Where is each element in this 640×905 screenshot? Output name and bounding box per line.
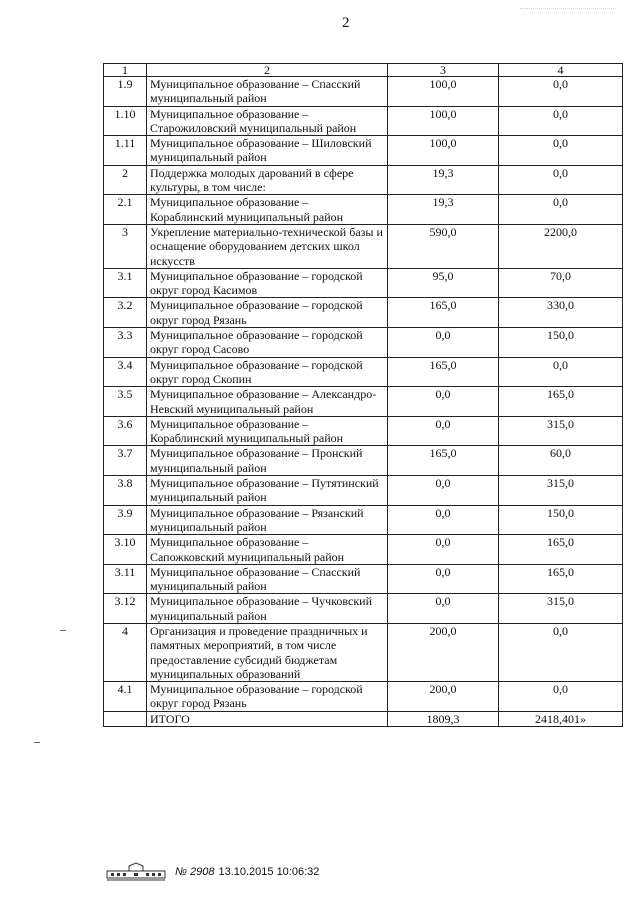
row-name-cell: Муниципальное образование – Путятинский муниципальный район — [147, 476, 388, 506]
row-value-col3-cell: 0,0 — [388, 387, 499, 417]
row-number-cell: 4 — [104, 623, 147, 681]
row-value-col4-cell: 150,0 — [499, 505, 623, 535]
table-row — [104, 357, 623, 387]
row-value-col3-cell: 100,0 — [388, 77, 499, 107]
registry-seal-icon — [105, 862, 167, 882]
row-name-cell: Муниципальное образование – городской округ город Сасово — [147, 328, 388, 358]
row-name-cell: Муниципальное образование – городской округ город Касимов — [147, 268, 388, 298]
row-value-col3-cell: 0,0 — [388, 416, 499, 446]
row-number-cell: 3.7 — [104, 446, 147, 476]
table-row — [104, 268, 623, 298]
table-row — [104, 476, 623, 506]
row-value-col4-cell: 0,0 — [499, 195, 623, 225]
row-value-col3-cell: 165,0 — [388, 298, 499, 328]
row-value-col3-cell: 200,0 — [388, 623, 499, 681]
row-name-cell: Муниципальное образование – Пронский муниципальный район — [147, 446, 388, 476]
row-value-col3-cell: 95,0 — [388, 268, 499, 298]
row-name-cell: Муниципальное образование – Спасский муниципальный район — [147, 77, 388, 107]
row-value-col3-cell: 0,0 — [388, 594, 499, 624]
row-value-col4-cell: 0,0 — [499, 136, 623, 166]
row-name-cell: Укрепление материально-технической базы и оснащение оборудованием детских школ искусств — [147, 224, 388, 268]
row-value-col4-cell: 165,0 — [499, 387, 623, 417]
row-value-col4-cell: 0,0 — [499, 165, 623, 195]
row-name-cell: Муниципальное образование – городской округ город Скопин — [147, 357, 388, 387]
row-value-col3-cell: 0,0 — [388, 564, 499, 594]
row-number-cell: 2 — [104, 165, 147, 195]
row-value-col3-cell: 200,0 — [388, 682, 499, 712]
row-number-cell: 3.4 — [104, 357, 147, 387]
row-value-col4-cell: 0,0 — [499, 77, 623, 107]
row-value-col4-cell: 165,0 — [499, 564, 623, 594]
table-row — [104, 195, 623, 225]
page-number: 2 — [342, 15, 350, 31]
table-row — [104, 505, 623, 535]
row-number-cell: 3.1 — [104, 268, 147, 298]
table-row — [104, 711, 623, 726]
row-name-cell: Поддержка молодых дарований в сфере культуры, в том числе: — [147, 165, 388, 195]
header-cell: 1 — [104, 64, 147, 77]
row-value-col4-cell: 315,0 — [499, 594, 623, 624]
row-name-cell: ИТОГО — [147, 711, 388, 726]
table-row — [104, 564, 623, 594]
row-value-col3-cell: 0,0 — [388, 535, 499, 565]
row-name-cell: Муниципальное образование – Старожиловский муниципальный район — [147, 106, 388, 136]
row-value-col4-cell: 70,0 — [499, 268, 623, 298]
document-timestamp: 13.10.2015 10:06:32 — [218, 866, 320, 878]
row-number-cell: 4.1 — [104, 682, 147, 712]
table-row — [104, 165, 623, 195]
table-row — [104, 446, 623, 476]
row-number-cell: 3.10 — [104, 535, 147, 565]
row-name-cell: Муниципальное образование – Рязанский муниципальный район — [147, 505, 388, 535]
row-value-col3-cell: 0,0 — [388, 476, 499, 506]
row-name-cell: Муниципальное образование – городской округ город Рязань — [147, 298, 388, 328]
table-row — [104, 298, 623, 328]
row-value-col3-cell: 0,0 — [388, 505, 499, 535]
row-value-col3-cell: 590,0 — [388, 224, 499, 268]
table-row — [104, 682, 623, 712]
table-row — [104, 535, 623, 565]
row-value-col3-cell: 100,0 — [388, 136, 499, 166]
budget-table — [103, 63, 623, 727]
table-row — [104, 416, 623, 446]
row-value-col3-cell: 19,3 — [388, 195, 499, 225]
row-number-cell: 1.10 — [104, 106, 147, 136]
row-number-cell: 3.5 — [104, 387, 147, 417]
table-body — [104, 64, 623, 727]
row-value-col4-cell: 315,0 — [499, 476, 623, 506]
footer — [105, 862, 319, 882]
table-row — [104, 328, 623, 358]
header-cell: 2 — [147, 64, 388, 77]
row-number-cell: 3.12 — [104, 594, 147, 624]
row-number-cell: 3.6 — [104, 416, 147, 446]
document-number: № 2908 — [175, 866, 215, 878]
row-name-cell: Муниципальное образование – Шиловский муниципальный район — [147, 136, 388, 166]
row-name-cell: Организация и проведение праздничных и памятных мероприятий, в том числе предоставление субсидий бюджетам муниципальных образований — [147, 623, 388, 681]
row-number-cell: 3.8 — [104, 476, 147, 506]
row-number-cell: 2.1 — [104, 195, 147, 225]
row-value-col3-cell: 19,3 — [388, 165, 499, 195]
row-value-col4-cell: 2200,0 — [499, 224, 623, 268]
row-number-cell: 1.9 — [104, 77, 147, 107]
row-number-cell: 3.2 — [104, 298, 147, 328]
margin-mark — [34, 742, 40, 743]
table-row — [104, 136, 623, 166]
row-value-col4-cell: 0,0 — [499, 106, 623, 136]
row-number-cell: 3.9 — [104, 505, 147, 535]
row-number-cell: 3.3 — [104, 328, 147, 358]
row-name-cell: Муниципальное образование – Чучковский муниципальный район — [147, 594, 388, 624]
row-value-col4-cell: 60,0 — [499, 446, 623, 476]
row-value-col3-cell: 100,0 — [388, 106, 499, 136]
row-value-col3-cell: 165,0 — [388, 357, 499, 387]
margin-mark — [60, 630, 66, 631]
row-value-col3-cell: 165,0 — [388, 446, 499, 476]
row-number-cell — [104, 711, 147, 726]
scan-artifact — [520, 8, 616, 19]
row-value-col4-cell: 330,0 — [499, 298, 623, 328]
table-row — [104, 106, 623, 136]
row-name-cell: Муниципальное образование – Кораблинский муниципальный район — [147, 416, 388, 446]
row-number-cell: 3.11 — [104, 564, 147, 594]
table-header-row — [104, 64, 623, 77]
row-value-col4-cell: 165,0 — [499, 535, 623, 565]
row-value-col3-cell: 0,0 — [388, 328, 499, 358]
row-value-col4-cell: 0,0 — [499, 623, 623, 681]
table-row — [104, 594, 623, 624]
header-cell: 3 — [388, 64, 499, 77]
table-row — [104, 623, 623, 681]
row-value-col3-cell: 1809,3 — [388, 711, 499, 726]
row-number-cell: 3 — [104, 224, 147, 268]
row-value-col4-cell: 2418,401» — [499, 711, 623, 726]
table-row — [104, 77, 623, 107]
row-name-cell: Муниципальное образование – Спасский муниципальный район — [147, 564, 388, 594]
row-name-cell: Муниципальное образование – Александро-Невский муниципальный район — [147, 387, 388, 417]
header-cell: 4 — [499, 64, 623, 77]
table-row — [104, 387, 623, 417]
row-number-cell: 1.11 — [104, 136, 147, 166]
row-name-cell: Муниципальное образование – городской округ город Рязань — [147, 682, 388, 712]
row-name-cell: Муниципальное образование – Сапожковский муниципальный район — [147, 535, 388, 565]
row-value-col4-cell: 315,0 — [499, 416, 623, 446]
row-value-col4-cell: 0,0 — [499, 357, 623, 387]
row-name-cell: Муниципальное образование – Кораблинский муниципальный район — [147, 195, 388, 225]
table-row — [104, 224, 623, 268]
row-value-col4-cell: 0,0 — [499, 682, 623, 712]
row-value-col4-cell: 150,0 — [499, 328, 623, 358]
